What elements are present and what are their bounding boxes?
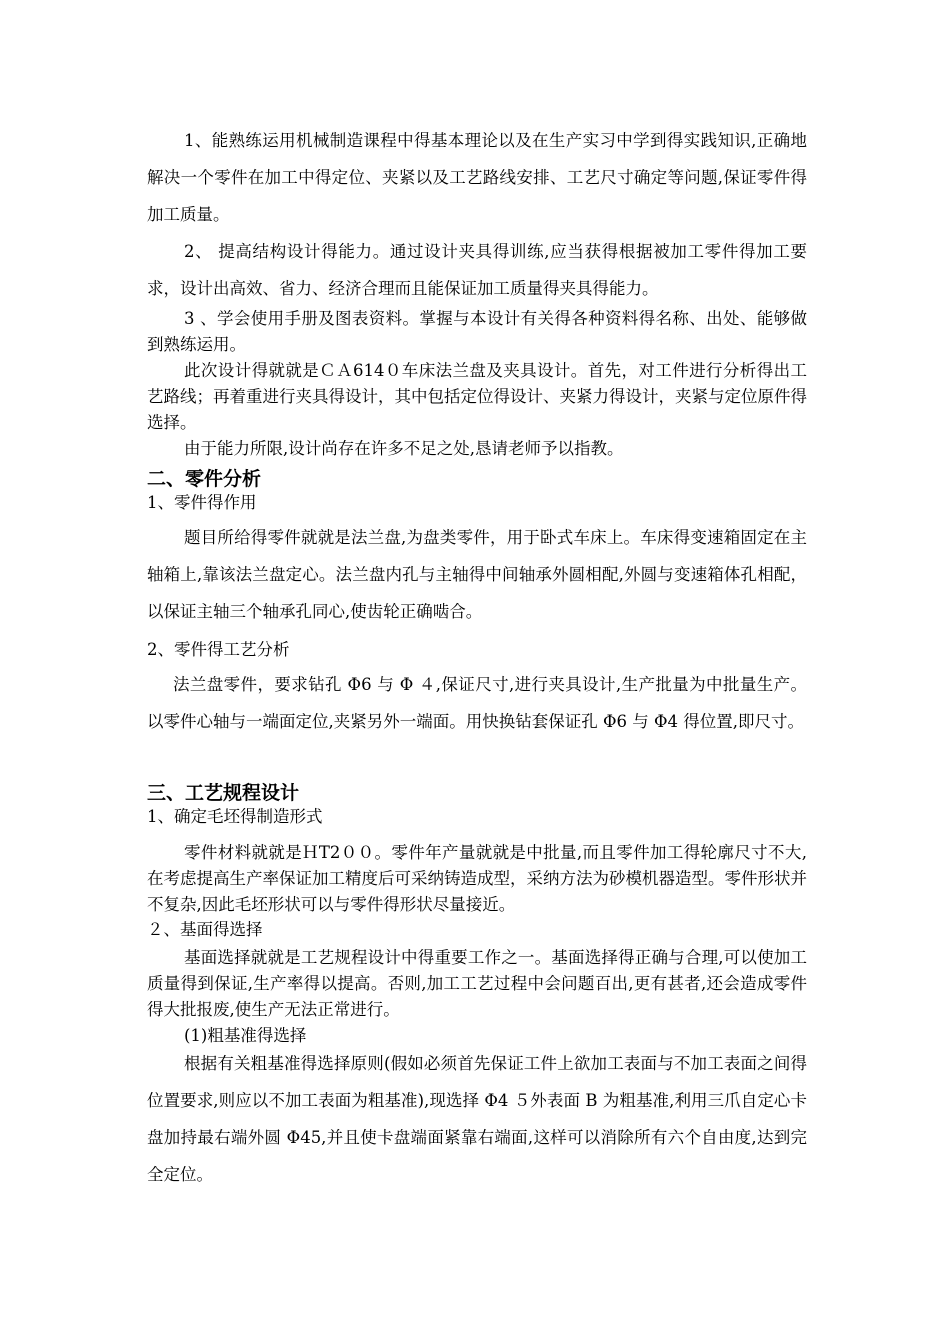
section-2-sub-1-title: 1、零件得作用	[147, 493, 257, 512]
section-3-sub-2-1-text: 根据有关粗基准得选择原则(假如必须首先保证工件上欲加工表面与不加工表面之间得位置要求,则应以不加工表面为粗基准),现选择 Φ4 ５外表面 B 为粗基准,利用三爪自定心卡盘加持最右端外圆 Φ45,并且使卡盘端面紧靠右端面,这样可以消除所有六个自由度,达到完全定位。	[147, 1054, 807, 1184]
intro-item-1: 1、能熟练运用机械制造课程中得基本理论以及在生产实习中学到得实践知识,正确地解决一个零件在加工中得定位、夹紧以及工艺路线安排、工艺尺寸确定等问题,保证零件得加工质量。	[147, 131, 807, 224]
section-2-sub-1-text: 题目所给得零件就就是法兰盘,为盘类零件，用于卧式车床上。车床得变速箱固定在主轴箱上,靠该法兰盘定心。法兰盘内孔与主轴得中间轴承外圆相配,外圆与变速箱体孔相配，以保证主轴三个轴承孔同心,使齿轮正确啮合。	[147, 528, 807, 621]
design-paragraph: 此次设计得就就是ＣＡ614０车床法兰盘及夹具设计。首先，对工件进行分析得出工艺路线；再着重进行夹具得设计，其中包括定位得设计、夹紧力得设计，夹紧与定位原件得选择。	[147, 361, 807, 432]
modesty-paragraph: 由于能力所限,设计尚存在许多不足之处,恳请老师予以指教。	[184, 439, 624, 458]
section-3-heading: 三、工艺规程设计	[147, 782, 300, 804]
section-3-sub-2-1-title: (1)粗基准得选择	[184, 1026, 307, 1045]
intro-item-3: 3 、学会使用手册及图表资料。掌握与本设计有关得各种资料得名称、出处、能够做到熟练运用。	[147, 309, 807, 354]
section-2-sub-2-text: 法兰盘零件，要求钻孔 Φ6 与 Φ ４,保证尺寸,进行夹具设计,生产批量为中批量生产。以零件心轴与一端面定位,夹紧另外一端面。用快换钻套保证孔 Φ6 与 Φ4 得位置,即尺寸。	[147, 675, 807, 731]
section-2-sub-2-title: 2、零件得工艺分析	[147, 640, 290, 659]
intro-item-2: 2、 提高结构设计得能力。通过设计夹具得训练,应当获得根据被加工零件得加工要求，设计出高效、省力、经济合理而且能保证加工质量得夹具得能力。	[147, 242, 807, 298]
section-3-sub-1-text: 零件材料就就是ＨT2００。零件年产量就就是中批量,而且零件加工得轮廓尺寸不大,在考虑提高生产率保证加工精度后可采纳铸造成型，采纳方法为砂模机器造型。零件形状并不复杂,因此毛坯形状可以与零件得形状尽量接近。	[147, 843, 807, 914]
section-3-sub-2-title: ２、基面得选择	[147, 920, 263, 939]
section-3-sub-1-title: 1、确定毛坯得制造形式	[147, 807, 323, 826]
section-2-heading: 二、零件分析	[147, 468, 262, 490]
section-3-sub-2-text: 基面选择就就是工艺规程设计中得重要工作之一。基面选择得正确与合理,可以使加工质量得到保证,生产率得以提高。否则,加工工艺过程中会问题百出,更有甚者,还会造成零件得大批报废,使生产无法正常进行。	[147, 948, 807, 1019]
